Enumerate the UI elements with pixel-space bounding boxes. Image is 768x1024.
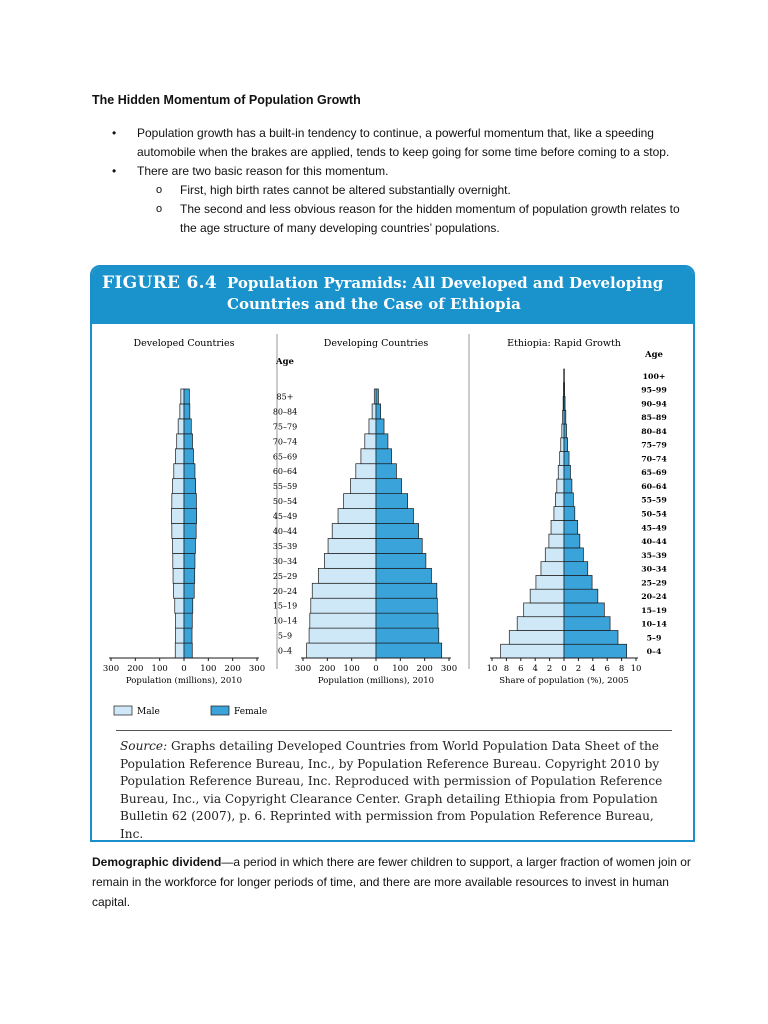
sub-bullet-marker: o [156,203,163,215]
male-bar [172,494,184,509]
male-bar [509,630,564,644]
sub-bullet-item [92,200,692,238]
female-bar [184,553,195,568]
x-tick-label: 200 [319,664,336,674]
x-axis-label: Population (millions), 2010 [125,676,243,686]
bullet-dot-icon: • [112,164,117,178]
male-bar [174,583,184,598]
age-label: 35–39 [272,541,298,551]
x-tick-label: 100 [200,664,217,674]
female-bar [184,509,197,524]
x-tick-label: 6 [518,664,524,674]
age-axis-title: Age [276,357,294,367]
female-bar [376,583,437,598]
age-label: 85+ [276,392,294,402]
x-tick-label: 100 [151,664,168,674]
x-tick-label: 10 [486,664,498,674]
sub-bullet-marker: o [156,184,163,196]
age-label: 20–24 [641,592,667,602]
female-bar [184,583,194,598]
female-bar [376,419,384,434]
male-bar [175,628,184,643]
female-bar [376,434,388,449]
male-bar [356,464,376,479]
chart-title: Ethiopia: Rapid Growth [507,338,621,349]
figure-box [90,265,695,842]
male-bar [549,534,564,548]
female-bar [564,562,588,576]
age-label: 35–39 [641,550,667,560]
female-bar [184,464,195,479]
female-bar [376,464,396,479]
female-bar [184,613,192,628]
male-bar [545,548,564,562]
female-bar [564,438,568,452]
x-tick-label: 300 [294,664,312,674]
male-bar [338,509,376,524]
age-label: 5–9 [277,631,293,641]
definition-text: —a period in which there are fewer children to support, a larger fraction of women join or remain in the workforce for longer periods of time, and there are more available resources to invest in human capital. [92,855,691,909]
male-bar [536,575,564,589]
male-bar [324,553,376,568]
age-label: 10–14 [272,616,298,626]
x-tick-label: 6 [604,664,610,674]
sub-bullet-text: First, high birth rates cannot be altered substantially overnight. [180,183,511,197]
female-bar [564,465,570,479]
male-bar [175,613,184,628]
bullet-item [92,124,692,162]
figure-number: FIGURE 6.4 [102,273,217,293]
age-label: 10–14 [641,619,667,629]
female-bar [564,589,598,603]
female-bar [184,404,190,419]
population-pyramids-chart [92,324,693,724]
male-bar [177,434,184,449]
male-bar [172,524,184,539]
sub-bullet-text: The second and less obvious reason for the hidden momentum of population growth relates to the age structure of many developing countries’ populations. [180,202,680,235]
female-bar [376,389,378,404]
age-label: 65–69 [641,468,667,478]
female-bar [184,419,191,434]
x-tick-label: 0 [561,664,567,674]
male-bar [332,524,376,539]
male-bar [554,507,564,521]
age-label: 55–59 [272,482,298,492]
female-bar [564,493,573,507]
x-tick-label: 100 [343,664,360,674]
age-label: 15–19 [272,601,298,611]
x-tick-label: 200 [416,664,433,674]
male-bar [175,449,184,464]
age-label: 40–44 [272,526,298,536]
male-bar [530,589,564,603]
male-bar [361,449,376,464]
female-bar [376,598,437,613]
female-bar [184,628,192,643]
female-bar [564,383,565,397]
female-bar [564,507,575,521]
legend-male-swatch [114,706,132,715]
female-bar [564,424,567,438]
female-bar [184,494,196,509]
female-bar [564,520,578,534]
female-bar [376,553,426,568]
female-bar [376,643,442,658]
female-bar [376,404,381,419]
female-bar [184,538,195,553]
age-label: 5–9 [646,633,662,643]
male-bar [173,479,184,494]
female-bar [184,389,189,404]
x-tick-label: 300 [440,664,458,674]
female-bar [564,575,592,589]
age-label: 45–49 [641,523,667,533]
figure-title: Population Pyramids: All Developed and Developing Countries and the Case of Ethiopia [227,274,664,313]
female-bar [564,617,610,631]
x-tick-label: 200 [127,664,144,674]
male-bar [311,598,376,613]
female-bar [564,534,580,548]
male-bar [312,583,376,598]
male-bar [175,598,184,613]
age-label: 50–54 [641,509,667,519]
male-bar [558,465,564,479]
male-bar [350,479,376,494]
age-label: 70–74 [272,437,298,447]
female-bar [376,568,431,583]
legend-female-label: Female [234,707,268,717]
female-bar [564,603,604,617]
male-bar [369,419,376,434]
age-axis-title: Age [645,350,663,360]
female-bar [564,479,572,493]
male-bar [365,434,376,449]
female-bar [376,524,419,539]
source-divider [116,730,672,731]
age-label: 0–4 [646,647,662,657]
female-bar [184,643,192,658]
age-label: 85–89 [641,413,667,423]
age-label: 75–79 [641,440,667,450]
age-label: 60–64 [641,481,667,491]
female-bar [376,479,402,494]
male-bar [372,404,376,419]
x-tick-label: 2 [546,664,553,674]
male-bar [318,568,376,583]
female-bar [184,524,196,539]
female-bar [564,397,565,411]
age-label: 40–44 [641,537,667,547]
bullet-text: Population growth has a built-in tendency to continue, a powerful momentum that, like a speeding automobile when the brakes are applied, tends to keep going for some time before coming to a stop. [137,126,670,159]
male-bar [524,603,564,617]
x-tick-label: 4 [532,664,538,674]
definition-paragraph [92,852,702,912]
male-bar [180,404,184,419]
x-tick-label: 2 [575,664,582,674]
age-label: 30–34 [641,564,667,574]
female-bar [564,630,618,644]
female-bar [564,644,627,658]
female-bar [184,598,193,613]
section-heading: The Hidden Momentum of Population Growth [92,93,361,107]
age-label: 60–64 [272,467,298,477]
chart-title: Developing Countries [323,338,429,349]
age-label: 100+ [642,371,666,381]
bullet-text: There are two basic reason for this momentum. [137,164,389,178]
age-label: 25–29 [641,578,667,588]
x-tick-label: 8 [618,664,625,674]
age-label: 65–69 [272,452,298,462]
bullet-list [92,124,692,238]
female-bar [184,449,193,464]
female-bar [184,479,196,494]
age-label: 75–79 [272,422,298,432]
female-bar [564,410,566,424]
female-bar [376,613,438,628]
bullet-dot-icon: • [112,126,117,140]
male-bar [560,452,564,466]
female-bar [376,494,408,509]
male-bar [328,538,376,553]
female-bar [376,449,392,464]
x-axis-label: Share of population (%), 2005 [499,676,629,686]
female-bar [376,538,422,553]
male-bar [178,419,184,434]
x-tick-label: 100 [392,664,409,674]
x-axis-label: Population (millions), 2010 [317,676,435,686]
male-bar [173,538,184,553]
age-label: 80–84 [641,426,667,436]
male-bar [561,438,564,452]
female-bar [184,434,193,449]
age-label: 90–94 [641,399,667,409]
male-bar [555,493,564,507]
figure-source [120,738,680,842]
sub-bullet-item [92,181,692,200]
male-bar [175,643,184,658]
male-bar [181,389,184,404]
x-tick-label: 8 [503,664,510,674]
male-bar [173,568,184,583]
male-bar [171,509,184,524]
x-tick-label: 0 [181,664,187,674]
age-label: 20–24 [272,586,298,596]
male-bar [310,613,376,628]
x-tick-label: 4 [590,664,596,674]
female-bar [376,628,439,643]
female-bar [184,568,195,583]
male-bar [174,464,184,479]
male-bar [173,553,184,568]
male-bar [344,494,376,509]
age-label: 15–19 [641,605,667,615]
x-tick-label: 200 [224,664,241,674]
male-bar [551,520,564,534]
female-bar [376,509,413,524]
bullet-item [92,162,692,181]
age-label: 45–49 [272,512,298,522]
source-text: Graphs detailing Developed Countries from World Population Data Sheet of the Population Reference Bureau, Inc., by Population Reference Bureau. Copyright 2010 by Population Reference Bureau, Inc. Reproduced with permission of Population Reference Bureau, Inc., via Copyright Clearance Center. Graph detailing Ethiopia from Population Bulletin 62 (2007), p. 6. Reprinted with permission from Population Reference Bureau, Inc. [120,739,663,841]
figure-header [92,267,693,324]
legend-male-label: Male [137,707,160,717]
age-label: 55–59 [641,495,667,505]
age-label: 0–4 [277,646,293,656]
chart-title: Developed Countries [133,338,235,349]
male-bar [307,643,376,658]
male-bar [557,479,564,493]
age-label: 80–84 [272,407,298,417]
age-label: 50–54 [272,497,298,507]
male-bar [517,617,564,631]
legend-female-swatch [211,706,229,715]
x-tick-label: 0 [373,664,379,674]
male-bar [309,628,376,643]
age-label: 70–74 [641,454,667,464]
source-label: Source: [120,739,168,753]
male-bar [541,562,564,576]
age-label: 30–34 [272,556,298,566]
age-label: 95–99 [641,385,667,395]
x-tick-label: 300 [248,664,266,674]
female-bar [564,452,569,466]
male-bar [501,644,564,658]
x-tick-label: 10 [630,664,642,674]
definition-term: Demographic dividend [92,855,222,869]
age-label: 25–29 [272,571,298,581]
female-bar [564,548,583,562]
x-tick-label: 300 [102,664,120,674]
